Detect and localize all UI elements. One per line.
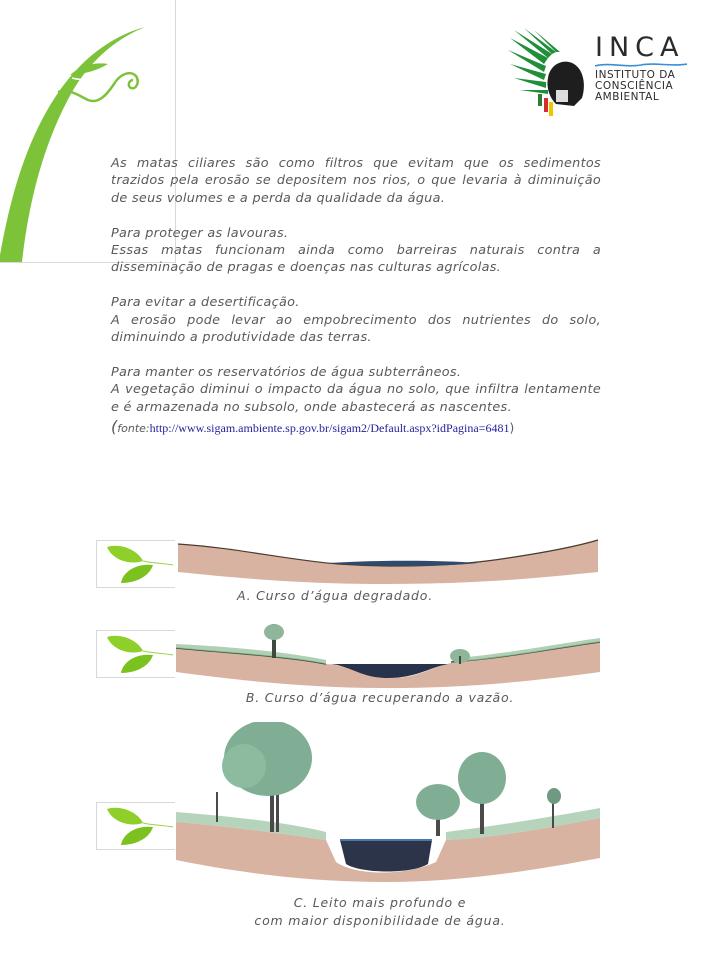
section-heading: Para manter os reservatórios de água subterrâneos.: [111, 364, 462, 380]
source-close-paren: ): [509, 421, 515, 436]
leaf-icon: [97, 631, 177, 677]
section-heading: Para proteger as lavouras.: [111, 225, 289, 241]
logo-subtitle-3: AMBIENTAL: [595, 91, 660, 103]
source-citation: [111, 418, 601, 437]
illustration-recovering-stream: [176, 616, 602, 688]
source-label: fonte:: [117, 422, 150, 436]
leaf-icon: [97, 541, 177, 587]
logo-subtitle-1: INSTITUTO DA: [595, 69, 676, 81]
leaf-bullet-b: [96, 630, 175, 678]
inca-feather-mascot-icon: [508, 28, 598, 120]
section-text: A vegetação diminui o impacto da água no solo, que infiltra lentamente e é armazenada no subsolo, onde abastecerá as nascentes.: [111, 382, 601, 415]
illustration-deep-stream: [176, 722, 602, 882]
leaf-icon: [97, 803, 177, 849]
caption-c: [200, 894, 560, 930]
logo-title: INCA: [595, 32, 685, 63]
section-heading: Para evitar a desertificação.: [111, 295, 300, 311]
source-link[interactable]: http://www.sigam.ambiente.sp.gov.br/sigam2/Default.aspx?idPagina=6481: [149, 421, 510, 436]
source-open-paren: (: [111, 417, 118, 437]
illustration-degraded-stream: [178, 538, 600, 586]
section-text: A erosão pode levar ao empobrecimento dos nutrientes do solo, diminuindo a produtividade das terras.: [111, 312, 601, 346]
inca-logo: [508, 28, 688, 120]
body-text: [111, 155, 601, 437]
caption-a: A. Curso d’água degradado.: [236, 588, 434, 603]
section-text: Essas matas funcionam ainda como barreiras naturais contra a disseminação de pragas e doenças nas culturas agrícolas.: [111, 243, 601, 276]
caption-c-line1: C. Leito mais profundo e: [293, 895, 467, 910]
logo-subtitle-2: CONSCIÊNCIA: [595, 80, 674, 92]
leaf-bullet-a: [96, 540, 175, 588]
caption-b: B. Curso d’água recuperando a vazão.: [245, 690, 515, 705]
intro-paragraph: As matas ciliares são como filtros que evitam que os sedimentos trazidos pela erosão se depositem nos rios, o que levaria à diminuição de seus volumes e a perda da qualidade da água.: [111, 156, 601, 206]
caption-c-line2: com maior disponibilidade de água.: [254, 913, 506, 928]
leaf-bullet-c: [96, 802, 175, 850]
